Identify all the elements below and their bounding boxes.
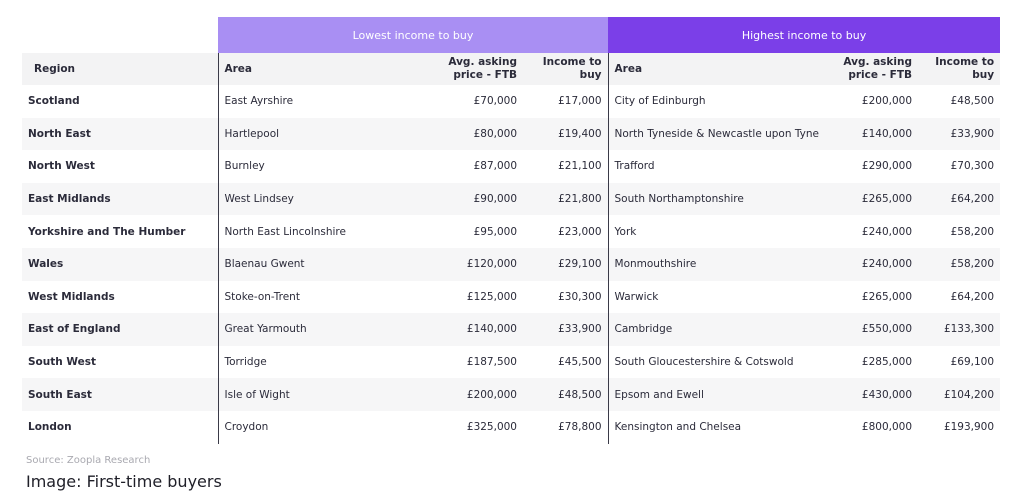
income-high-cell: £193,900 [918,411,1000,444]
income-high-cell: £48,500 [918,85,1000,118]
price-high-cell: £430,000 [832,378,918,411]
area-low-cell: North East Lincolnshire [218,215,440,248]
income-low-cell: £45,500 [523,346,608,379]
price-low-cell: £120,000 [440,248,523,281]
image-caption: Image: First-time buyers [26,472,222,491]
area-high-cell: South Gloucestershire & Cotswold [608,346,832,379]
region-cell: Wales [22,248,218,281]
area-low-cell: West Lindsey [218,183,440,216]
price-high-cell: £200,000 [832,85,918,118]
region-cell: London [22,411,218,444]
region-cell: East of England [22,313,218,346]
area-low-cell: Croydon [218,411,440,444]
region-cell: South West [22,346,218,379]
table-row [22,248,1000,281]
source-note: Source: Zoopla Research [26,455,151,466]
table-row [22,118,1000,151]
column-header-price-low: Avg. asking price - FTB [440,53,523,85]
region-cell: West Midlands [22,281,218,314]
area-high-cell: North Tyneside & Newcastle upon Tyne [608,118,832,151]
income-high-cell: £69,100 [918,346,1000,379]
income-low-cell: £33,900 [523,313,608,346]
income-high-cell: £64,200 [918,183,1000,216]
table-row [22,378,1000,411]
price-low-cell: £140,000 [440,313,523,346]
column-header-area-high: Area [608,53,832,85]
area-high-cell: City of Edinburgh [608,85,832,118]
income-low-cell: £78,800 [523,411,608,444]
area-high-cell: Trafford [608,150,832,183]
area-high-cell: York [608,215,832,248]
price-low-cell: £87,000 [440,150,523,183]
column-header-row [22,53,1000,85]
price-low-cell: £187,500 [440,346,523,379]
table-row [22,85,1000,118]
table-row [22,346,1000,379]
income-high-cell: £58,200 [918,215,1000,248]
group-header-row [22,17,1000,53]
price-low-cell: £90,000 [440,183,523,216]
column-header-income-high: Income to buy [918,53,1000,85]
region-cell: Scotland [22,85,218,118]
price-low-cell: £80,000 [440,118,523,151]
column-header-area-low: Area [218,53,440,85]
income-low-cell: £30,300 [523,281,608,314]
region-cell: North East [22,118,218,151]
income-high-cell: £70,300 [918,150,1000,183]
price-low-cell: £95,000 [440,215,523,248]
income-low-cell: £23,000 [523,215,608,248]
area-low-cell: Stoke-on-Trent [218,281,440,314]
price-high-cell: £265,000 [832,281,918,314]
region-cell: Yorkshire and The Humber [22,215,218,248]
region-cell: North West [22,150,218,183]
income-low-cell: £21,800 [523,183,608,216]
area-high-cell: South Northamptonshire [608,183,832,216]
area-high-cell: Epsom and Ewell [608,378,832,411]
table-row [22,313,1000,346]
group-header-highest: Highest income to buy [608,17,1000,53]
area-low-cell: Great Yarmouth [218,313,440,346]
area-high-cell: Kensington and Chelsea [608,411,832,444]
group-header-blank [22,17,218,53]
table-row [22,215,1000,248]
area-high-cell: Cambridge [608,313,832,346]
price-high-cell: £550,000 [832,313,918,346]
income-high-cell: £64,200 [918,281,1000,314]
region-cell: South East [22,378,218,411]
income-low-cell: £21,100 [523,150,608,183]
area-high-cell: Warwick [608,281,832,314]
region-cell: East Midlands [22,183,218,216]
income-table-container [22,17,1000,444]
price-high-cell: £140,000 [832,118,918,151]
income-to-buy-table [22,17,1000,444]
price-high-cell: £800,000 [832,411,918,444]
area-low-cell: Hartlepool [218,118,440,151]
price-high-cell: £290,000 [832,150,918,183]
income-low-cell: £17,000 [523,85,608,118]
area-low-cell: East Ayrshire [218,85,440,118]
area-low-cell: Burnley [218,150,440,183]
income-high-cell: £104,200 [918,378,1000,411]
income-high-cell: £58,200 [918,248,1000,281]
area-low-cell: Torridge [218,346,440,379]
area-low-cell: Blaenau Gwent [218,248,440,281]
table-row [22,183,1000,216]
table-row [22,281,1000,314]
column-header-region: Region [22,53,218,85]
income-high-cell: £33,900 [918,118,1000,151]
income-low-cell: £19,400 [523,118,608,151]
column-header-price-high: Avg. asking price - FTB [832,53,918,85]
income-low-cell: £29,100 [523,248,608,281]
area-low-cell: Isle of Wight [218,378,440,411]
group-header-lowest: Lowest income to buy [218,17,608,53]
table-body [22,85,1000,444]
price-high-cell: £265,000 [832,183,918,216]
price-low-cell: £70,000 [440,85,523,118]
table-row [22,150,1000,183]
price-low-cell: £200,000 [440,378,523,411]
income-low-cell: £48,500 [523,378,608,411]
price-low-cell: £125,000 [440,281,523,314]
table-row [22,411,1000,444]
area-high-cell: Monmouthshire [608,248,832,281]
income-high-cell: £133,300 [918,313,1000,346]
column-header-income-low: Income to buy [523,53,608,85]
price-high-cell: £240,000 [832,215,918,248]
price-low-cell: £325,000 [440,411,523,444]
price-high-cell: £285,000 [832,346,918,379]
price-high-cell: £240,000 [832,248,918,281]
